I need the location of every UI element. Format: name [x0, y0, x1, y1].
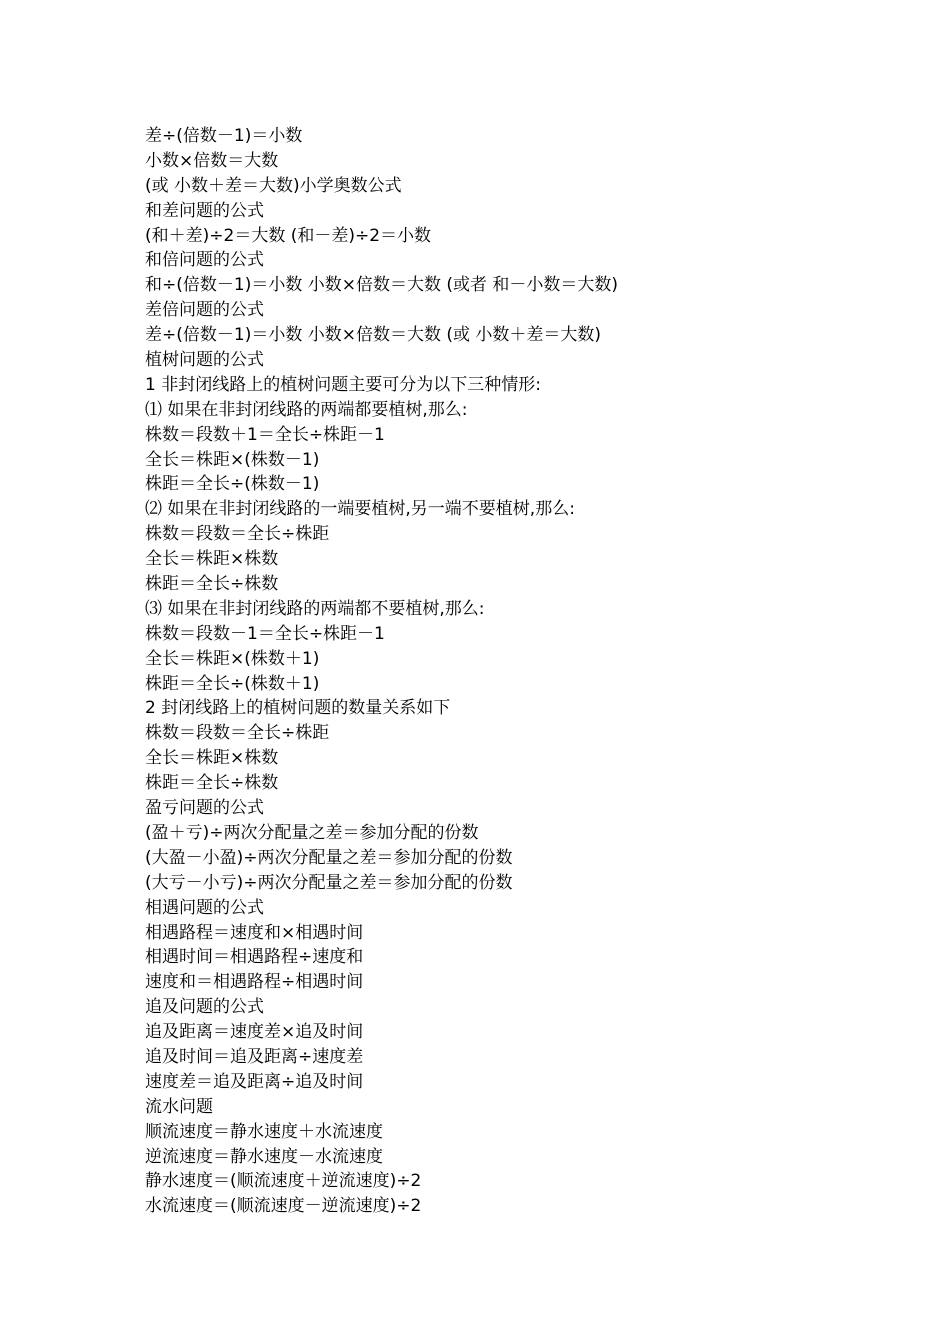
text-line: 水流速度＝(顺流速度－逆流速度)÷2: [145, 1196, 422, 1217]
text-line: 差÷(倍数－1)＝小数: [145, 126, 303, 146]
text-line: 株距＝全长÷(株数－1): [145, 474, 320, 495]
text-line: (大亏－小亏)÷两次分配量之差＝参加分配的份数: [145, 872, 513, 893]
text-line: 相遇时间＝相遇路程÷速度和: [145, 947, 364, 968]
text-line: ⑴ 如果在非封闭线路的两端都要植树,那么:: [145, 399, 468, 420]
text-line: 株数＝段数－1＝全长÷株距－1: [145, 623, 385, 644]
section-heading: 和差问题的公式: [145, 200, 264, 221]
text-line: 追及时间＝追及距离÷速度差: [145, 1046, 364, 1067]
text-line: (或 小数＋差＝大数)小学奥数公式: [145, 175, 402, 196]
text-line: 全长＝株距×(株数＋1): [145, 648, 320, 669]
section-heading: 差倍问题的公式: [145, 300, 264, 321]
document-body: [145, 124, 905, 1219]
text-line: ⑶ 如果在非封闭线路的两端都不要植树,那么:: [145, 598, 485, 619]
text-line: 差÷(倍数－1)＝小数 小数×倍数＝大数 (或 小数＋差＝大数): [145, 325, 602, 346]
section-heading: 和倍问题的公式: [145, 250, 264, 271]
text-line: 株距＝全长÷株数: [145, 773, 279, 794]
text-line: 静水速度＝(顺流速度＋逆流速度)÷2: [145, 1171, 422, 1192]
text-line: 相遇路程＝速度和×相遇时间: [145, 922, 364, 943]
text-line: 追及距离＝速度差×追及时间: [145, 1022, 364, 1043]
section-heading: 相遇问题的公式: [145, 897, 264, 918]
text-line: 株距＝全长÷株数: [145, 574, 279, 595]
text-line: 株数＝段数＝全长÷株距: [145, 723, 330, 744]
text-line: ⑵ 如果在非封闭线路的一端要植树,另一端不要植树,那么:: [145, 499, 575, 520]
text-line: 速度和＝相遇路程÷相遇时间: [145, 972, 364, 993]
text-line: 株距＝全长÷(株数＋1): [145, 673, 320, 694]
text-line: 和÷(倍数－1)＝小数 小数×倍数＝大数 (或者 和－小数＝大数): [145, 275, 619, 296]
text-line: 株数＝段数＝全长÷株距: [145, 524, 330, 545]
text-line: 速度差＝追及距离÷追及时间: [145, 1071, 364, 1092]
text-line: (盈＋亏)÷两次分配量之差＝参加分配的份数: [145, 822, 479, 843]
text-line: 2 封闭线路上的植树问题的数量关系如下: [145, 698, 451, 719]
section-heading: 盈亏问题的公式: [145, 798, 264, 819]
text-line: (大盈－小盈)÷两次分配量之差＝参加分配的份数: [145, 847, 513, 868]
section-heading: 追及问题的公式: [145, 997, 264, 1018]
text-line: (和＋差)÷2＝大数 (和－差)÷2＝小数: [145, 225, 432, 246]
text-line: 顺流速度＝静水速度＋水流速度: [145, 1121, 383, 1142]
text-line: 逆流速度＝静水速度－水流速度: [145, 1146, 383, 1167]
text-line: 全长＝株距×株数: [145, 549, 279, 570]
text-line: 1 非封闭线路上的植树问题主要可分为以下三种情形:: [145, 374, 541, 395]
text-line: 小数×倍数＝大数: [145, 150, 279, 171]
section-heading: 植树问题的公式: [145, 350, 264, 371]
section-heading: 流水问题: [145, 1096, 213, 1117]
text-line: 全长＝株距×(株数－1): [145, 449, 320, 470]
text-line: 全长＝株距×株数: [145, 748, 279, 769]
text-line: 株数＝段数＋1＝全长÷株距－1: [145, 424, 385, 445]
